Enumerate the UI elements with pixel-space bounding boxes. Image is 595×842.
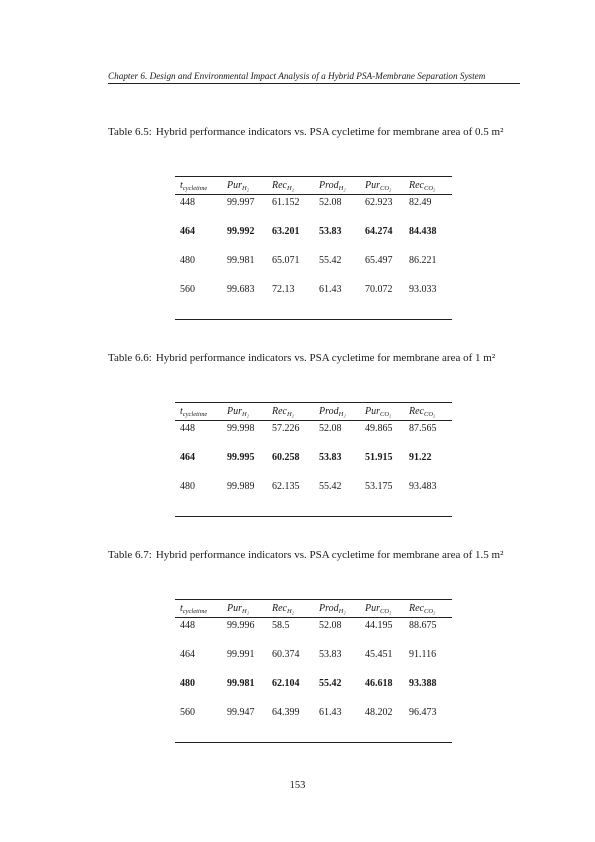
cell-value: 88.675 (409, 620, 437, 631)
cell-value: 99.995 (227, 452, 255, 463)
cell-value: 93.033 (409, 284, 437, 295)
table-grid (175, 600, 452, 742)
table-header-row (175, 177, 452, 195)
cell-value: 480 (180, 678, 195, 689)
table-row (175, 224, 452, 253)
table-row (175, 450, 452, 479)
column-header-subscript: CO₂ (380, 185, 392, 192)
cell-value: 91.22 (409, 452, 432, 463)
table-cell (365, 676, 409, 705)
table-row (175, 421, 452, 451)
data-table (175, 402, 452, 517)
column-header (272, 177, 319, 195)
column-header (409, 403, 452, 421)
table-row (175, 705, 452, 742)
column-header-base: Pur (365, 180, 380, 191)
column-header-base: t (180, 180, 183, 191)
table-cell (272, 224, 319, 253)
cell-value: 96.473 (409, 707, 437, 718)
cell-value: 45.451 (365, 649, 393, 660)
cell-value: 64.274 (365, 226, 393, 237)
column-header-subscript: CO₂ (424, 608, 436, 615)
column-header-subscript: H₂ (287, 185, 294, 192)
column-header-subscript: cycletime (182, 608, 208, 615)
table-caption-text: Hybrid performance indicators vs. PSA cycletime for membrane area of 1 m² (155, 352, 496, 364)
column-header-base: Pur (365, 603, 380, 614)
cell-value: 49.865 (365, 423, 393, 434)
column-header-base: Rec (409, 180, 424, 191)
column-header-base: Pur (365, 406, 380, 417)
column-header (227, 600, 272, 618)
table-cell (409, 224, 452, 253)
table-cell (319, 282, 365, 319)
table-cell (365, 450, 409, 479)
table-cell (175, 479, 227, 516)
table-cell (175, 195, 227, 225)
table-cell (319, 647, 365, 676)
cell-value: 62.104 (272, 678, 300, 689)
cell-value: 55.42 (319, 678, 342, 689)
table-row (175, 479, 452, 516)
table-cell (319, 253, 365, 282)
column-header-subscript: CO₂ (380, 608, 392, 615)
column-header (365, 403, 409, 421)
data-table (175, 599, 452, 743)
cell-value: 53.83 (319, 226, 342, 237)
table-cell (227, 676, 272, 705)
table-cell (409, 676, 452, 705)
cell-value: 53.83 (319, 649, 342, 660)
table-cell (365, 618, 409, 648)
column-header (365, 600, 409, 618)
table-cell (409, 195, 452, 225)
cell-value: 65.497 (365, 255, 393, 266)
table-cell (409, 421, 452, 451)
cell-value: 61.152 (272, 197, 300, 208)
cell-value: 70.072 (365, 284, 393, 295)
cell-value: 53.175 (365, 481, 393, 492)
table-label: Table 6.7: (108, 549, 152, 561)
table-cell (365, 224, 409, 253)
table-cell (409, 618, 452, 648)
cell-value: 52.08 (319, 197, 342, 208)
table-cell (272, 421, 319, 451)
table-label: Table 6.5: (108, 126, 152, 138)
table-row (175, 647, 452, 676)
cell-value: 62.923 (365, 197, 393, 208)
cell-value: 48.202 (365, 707, 393, 718)
cell-value: 448 (180, 423, 195, 434)
cell-value: 55.42 (319, 255, 342, 266)
column-header (319, 600, 365, 618)
table-cell (272, 195, 319, 225)
table-cell (319, 421, 365, 451)
running-header (108, 71, 520, 84)
column-header (175, 177, 227, 195)
cell-value: 87.565 (409, 423, 437, 434)
column-header-subscript: cycletime (182, 411, 208, 418)
cell-value: 82.49 (409, 197, 432, 208)
table-cell (175, 253, 227, 282)
table-cell (175, 282, 227, 319)
column-header-base: t (180, 406, 183, 417)
column-header-base: Rec (272, 180, 287, 191)
cell-value: 480 (180, 481, 195, 492)
running-header-text: Chapter 6. Design and Environmental Impact Analysis of a Hybrid PSA-Membrane Separation System (108, 71, 486, 81)
table-cell (409, 282, 452, 319)
column-header-subscript: H₂ (242, 608, 249, 615)
column-header-base: Pur (227, 603, 242, 614)
table-caption-text: Hybrid performance indicators vs. PSA cycletime for membrane area of 1.5 m² (155, 549, 504, 561)
cell-value: 93.483 (409, 481, 437, 492)
column-header-base: Rec (409, 603, 424, 614)
table-cell (227, 253, 272, 282)
cell-value: 448 (180, 197, 195, 208)
table-cell (175, 224, 227, 253)
column-header-subscript: H₂ (338, 411, 346, 418)
cell-value: 52.08 (319, 423, 342, 434)
table-row (175, 195, 452, 225)
table-cell (272, 450, 319, 479)
cell-value: 91.116 (409, 649, 437, 660)
cell-value: 44.195 (365, 620, 393, 631)
cell-value: 99.998 (227, 423, 255, 434)
table-row (175, 253, 452, 282)
cell-value: 99.991 (227, 649, 255, 660)
column-header-base: Prod (319, 180, 339, 191)
table-header-row (175, 600, 452, 618)
table-cell (175, 705, 227, 742)
table-cell (409, 253, 452, 282)
page-number: 153 (289, 780, 306, 791)
table-cell (319, 450, 365, 479)
column-header (319, 403, 365, 421)
table-cell (227, 618, 272, 648)
cell-value: 55.42 (319, 481, 342, 492)
cell-value: 99.996 (227, 620, 255, 631)
cell-value: 560 (180, 284, 195, 295)
table-cell (227, 224, 272, 253)
column-header-subscript: H₂ (338, 608, 346, 615)
table-cell (227, 705, 272, 742)
cell-value: 99.992 (227, 226, 255, 237)
cell-value: 99.683 (227, 284, 255, 295)
column-header (227, 177, 272, 195)
table-cell (227, 282, 272, 319)
table-row (175, 282, 452, 319)
table-cell (365, 479, 409, 516)
cell-value: 58.5 (272, 620, 290, 631)
column-header-base: Pur (227, 180, 242, 191)
cell-value: 99.997 (227, 197, 255, 208)
column-header-base: Rec (272, 406, 287, 417)
cell-value: 560 (180, 707, 195, 718)
table-cell (319, 479, 365, 516)
table-cell (227, 647, 272, 676)
cell-value: 62.135 (272, 481, 300, 492)
table-caption-text: Hybrid performance indicators vs. PSA cycletime for membrane area of 0.5 m² (155, 126, 504, 138)
table-cell (365, 282, 409, 319)
table-cell (272, 282, 319, 319)
table-cell (175, 421, 227, 451)
table-cell (319, 224, 365, 253)
column-header (365, 177, 409, 195)
table-cell (365, 421, 409, 451)
column-header-subscript: cycletime (182, 185, 208, 192)
table-cell (272, 253, 319, 282)
table-cell (227, 421, 272, 451)
cell-value: 57.226 (272, 423, 300, 434)
cell-value: 51.915 (365, 452, 393, 463)
cell-value: 99.989 (227, 481, 255, 492)
column-header-subscript: H₂ (287, 608, 294, 615)
column-header-subscript: H₂ (338, 185, 346, 192)
table-cell (319, 676, 365, 705)
cell-value: 99.947 (227, 707, 255, 718)
cell-value: 61.43 (319, 284, 342, 295)
cell-value: 464 (180, 452, 195, 463)
cell-value: 53.83 (319, 452, 342, 463)
table-cell (227, 450, 272, 479)
table-cell (272, 647, 319, 676)
column-header (272, 600, 319, 618)
table-row (175, 676, 452, 705)
column-header (319, 177, 365, 195)
cell-value: 448 (180, 620, 195, 631)
cell-value: 86.221 (409, 255, 437, 266)
column-header-base: Prod (319, 406, 339, 417)
cell-value: 464 (180, 649, 195, 660)
cell-value: 65.071 (272, 255, 300, 266)
table-row (175, 618, 452, 648)
table-cell (227, 195, 272, 225)
cell-value: 99.981 (227, 678, 255, 689)
data-table (175, 176, 452, 320)
table-cell (227, 479, 272, 516)
table-cell (175, 647, 227, 676)
table-cell (365, 195, 409, 225)
cell-value: 52.08 (319, 620, 342, 631)
table-cell (175, 676, 227, 705)
column-header-subscript: H₂ (242, 411, 249, 418)
table-grid (175, 177, 452, 319)
table-grid (175, 403, 452, 516)
cell-value: 93.388 (409, 678, 437, 689)
table-cell (175, 618, 227, 648)
table-header-row (175, 403, 452, 421)
cell-value: 480 (180, 255, 195, 266)
table-label: Table 6.6: (108, 352, 152, 364)
column-header (227, 403, 272, 421)
column-header-subscript: CO₂ (380, 411, 392, 418)
table-cell (319, 618, 365, 648)
column-header-base: Pur (227, 406, 242, 417)
table-cell (272, 705, 319, 742)
column-header-base: Rec (272, 603, 287, 614)
column-header-subscript: H₂ (287, 411, 294, 418)
column-header (175, 403, 227, 421)
table-cell (365, 705, 409, 742)
cell-value: 464 (180, 226, 195, 237)
column-header (409, 600, 452, 618)
column-header-base: Rec (409, 406, 424, 417)
column-header-subscript: CO₂ (424, 411, 436, 418)
column-header-subscript: CO₂ (424, 185, 436, 192)
column-header (272, 403, 319, 421)
cell-value: 46.618 (365, 678, 393, 689)
table-cell (409, 450, 452, 479)
table-cell (365, 253, 409, 282)
table-cell (175, 450, 227, 479)
cell-value: 60.258 (272, 452, 300, 463)
cell-value: 64.399 (272, 707, 300, 718)
column-header (175, 600, 227, 618)
column-header-base: t (180, 603, 183, 614)
cell-value: 61.43 (319, 707, 342, 718)
table-cell (409, 647, 452, 676)
cell-value: 63.201 (272, 226, 300, 237)
table-cell (272, 479, 319, 516)
column-header-subscript: H₂ (242, 185, 249, 192)
cell-value: 72.13 (272, 284, 295, 295)
table-cell (319, 195, 365, 225)
column-header-base: Prod (319, 603, 339, 614)
table-caption (108, 125, 520, 139)
table-cell (409, 479, 452, 516)
table-caption (108, 548, 520, 562)
table-cell (365, 647, 409, 676)
table-cell (272, 618, 319, 648)
column-header (409, 177, 452, 195)
cell-value: 60.374 (272, 649, 300, 660)
cell-value: 99.981 (227, 255, 255, 266)
table-cell (319, 705, 365, 742)
table-cell (409, 705, 452, 742)
table-caption (108, 351, 520, 365)
cell-value: 84.438 (409, 226, 437, 237)
table-cell (272, 676, 319, 705)
